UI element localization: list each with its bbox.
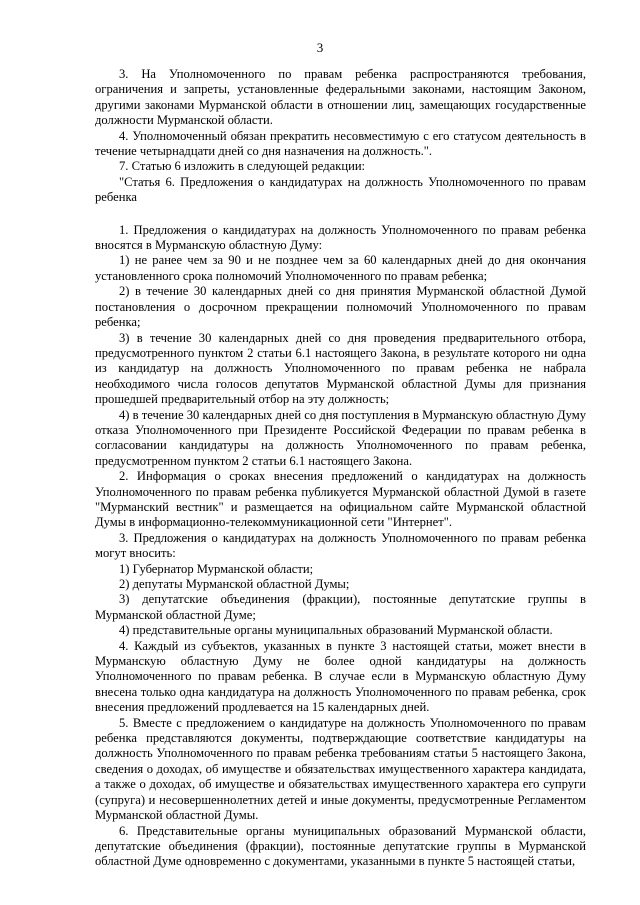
article-6-item-2: 2. Информация о сроках внесения предложений о кандидатурах на должность Уполномоченного по правам ребенка публикуется Мурманской областной Думой в газете "Мурманский вестник" и размещается на официальном сайте Мурманской областной Думы в информационно-телекоммуникационной сети "Интернет". (95, 469, 586, 530)
page-number: 3 (316, 40, 324, 55)
article-6-item-4: 4. Каждый из субъектов, указанных в пункте 3 настоящей статьи, может внести в Мурманскую областную Думу не более одной кандидатуры на должность Уполномоченного по правам ребенка. В случае если в Мурманскую областную Думу внесена только одна кандидатура на должность Уполномоченного по правам ребенка, срок внесения предложений продлевается на 15 календарных дней. (95, 638, 586, 715)
paragraph-amendment-7: 7. Статью 6 изложить в следующей редакции: (119, 159, 366, 174)
article-6-item-5: 5. Вместе с предложением о кандидатуре на должность Уполномоченного по правам ребенка представляются документы, подтверждающие соответствие кандидатуры на должность Уполномоченного по правам ребенка требованиям статьи 5 настоящего Закона, сведения о доходах, об имуществе и обязательствах имущественного характера кандидата, а также о доходах, об имуществе и обязательствах имущественного характера его супруги (супруга) и несовершеннолетних детей и иные документы, предусмотренные Регламентом Мурманской областной Думы. (95, 715, 586, 823)
article-6-heading: "Статья 6. Предложения о кандидатурах на должность Уполномоченного по правам ребенка (95, 174, 586, 205)
article-6-item-3: 3. Предложения о кандидатурах на должность Уполномоченного по правам ребенка могут вносить: (95, 530, 586, 561)
article-6-item-1-sub-3: 3) в течение 30 календарных дней со дня проведения предварительного отбора, предусмотренного пунктом 2 статьи 6.1 настоящего Закона, в результате которого ни одна из кандидатур на должность Уполномоченного по правам ребенка не набрала необходимого числа голосов депутатов Мурманской областной Думы для признания прошедшей предварительный отбор на эту должность; (95, 330, 586, 407)
article-6-item-1-sub-2: 2) в течение 30 календарных дней со дня принятия Мурманской областной Думой постановления о досрочном прекращении полномочий Уполномоченного по правам ребенка; (95, 284, 586, 330)
article-6-item-3-sub-1: 1) Губернатор Мурманской области; (119, 561, 314, 576)
article-6-item-1: 1. Предложения о кандидатурах на должность Уполномоченного по правам ребенка вносятся в Мурманскую областную Думу: (95, 222, 586, 253)
paragraph-3-restrictions: 3. На Уполномоченного по правам ребенка распространяются требования, ограничения и запреты, установленные федеральными законами, настоящим Законом, другими законами Мурманской области в отношении лиц, замещающих государственные должности Мурманской области. (95, 67, 586, 128)
document-body (95, 67, 586, 870)
article-6-item-3-sub-2: 2) депутаты Мурманской областной Думы; (119, 577, 350, 591)
article-6-item-1-sub-1: 1) не ранее чем за 90 и не позднее чем за 60 календарных дней до дня окончания установленного срока полномочий Уполномоченного по правам ребенка; (95, 253, 586, 283)
article-6-item-3-sub-3: 3) депутатские объединения (фракции), постоянные депутатские группы в Мурманской областной Думе; (95, 592, 586, 622)
article-6-item-3-sub-4: 4) представительные органы муниципальных образований Мурманской области. (119, 623, 553, 638)
paragraph-4-incompatible-activity: 4. Уполномоченный обязан прекратить несовместимую с его статусом деятельность в течение четырнадцати дней со дня назначения на должность.". (95, 128, 586, 159)
article-6-item-6: 6. Представительные органы муниципальных образований Мурманской области, депутатские объединения (фракции), постоянные депутатские группы в Мурманской областной Думе одновременно с документами, указанными в пункте 5 настоящей статьи, (95, 823, 586, 869)
article-6-item-1-sub-4: 4) в течение 30 календарных дней со дня поступления в Мурманскую областную Думу отказа Уполномоченного при Президенте Российской Федерации по правам ребенка в согласовании кандидатуры на должность Уполномоченного по правам ребенка, предусмотренном пунктом 2 статьи 6.1 настоящего Закона. (95, 407, 586, 468)
